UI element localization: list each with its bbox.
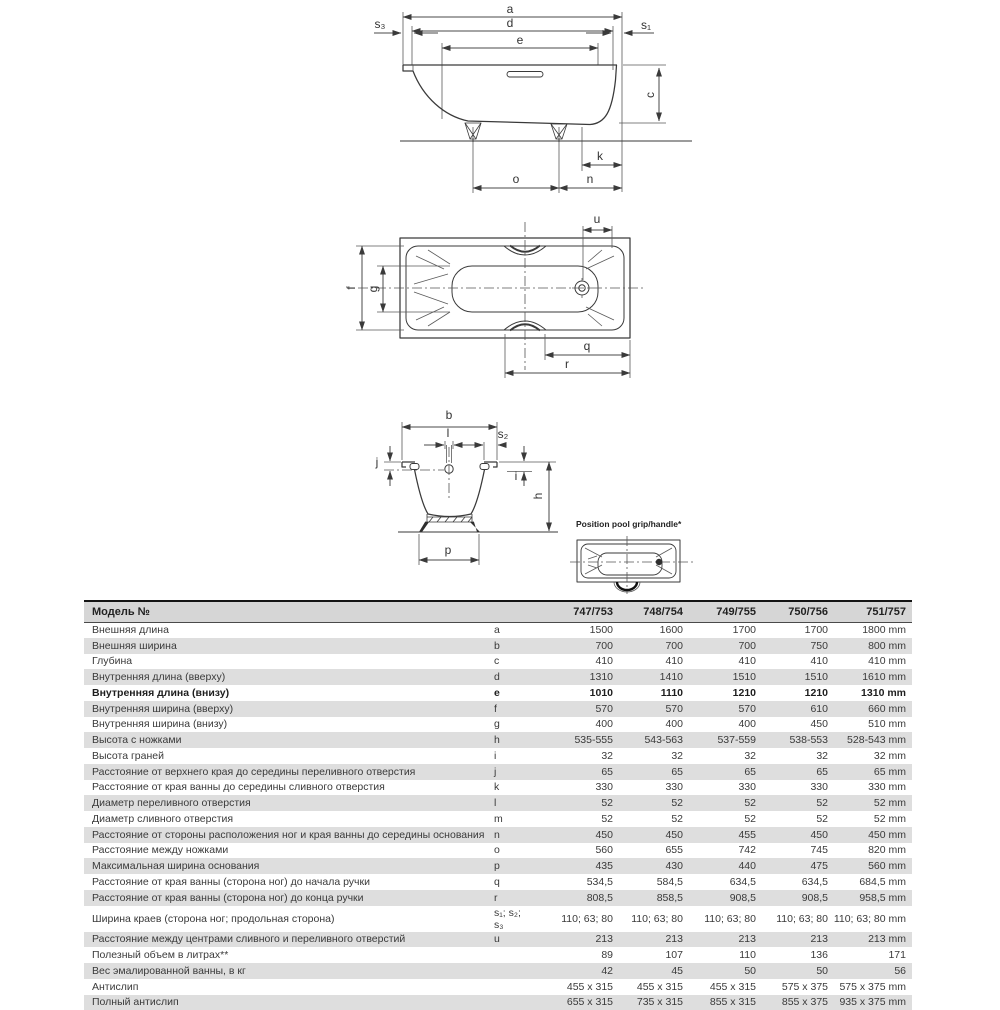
dim-label-s2: s₂ — [498, 427, 509, 441]
spec-row-label: Расстояние от края ванны до середины сливного отверстия — [84, 780, 474, 796]
spec-value: 50 — [683, 963, 756, 979]
spec-table-row — [84, 654, 912, 670]
spec-value: 634,5 — [756, 874, 828, 890]
spec-value: 110; 63; 80 — [756, 906, 828, 932]
spec-value: 800 mm — [828, 638, 912, 654]
spec-value: 110; 63; 80 — [522, 906, 613, 932]
spec-value: 32 — [683, 748, 756, 764]
spec-table-row — [84, 906, 912, 932]
spec-row-label: Внешняя длина — [84, 622, 474, 638]
handle-position-title: Position pool grip/handle* — [576, 519, 682, 529]
spec-value: 430 — [613, 858, 683, 874]
spec-row-letter: k — [474, 780, 522, 796]
spec-value: 855 x 315 — [683, 995, 756, 1010]
spec-row-letter: n — [474, 827, 522, 843]
spec-row-letter: i — [474, 748, 522, 764]
dim-label-f: f — [344, 286, 358, 290]
spec-row-letter: g — [474, 717, 522, 733]
spec-row-letter — [474, 979, 522, 995]
spec-value: 52 — [522, 811, 613, 827]
spec-table-row — [84, 963, 912, 979]
spec-value: 330 — [756, 780, 828, 796]
spec-value: 1210 — [756, 685, 828, 701]
spec-table-row — [84, 732, 912, 748]
spec-value: 534,5 — [522, 874, 613, 890]
spec-value: 528-543 mm — [828, 732, 912, 748]
spec-row-letter — [474, 995, 522, 1010]
dim-label-o: o — [513, 172, 520, 186]
dim-label-c: c — [643, 92, 657, 98]
spec-row-letter: s₁; s₂; s₃ — [474, 906, 522, 932]
dim-label-s3: s₃ — [375, 17, 386, 31]
bathtub-section-profile — [398, 445, 558, 532]
spec-value: 538-553 — [756, 732, 828, 748]
spec-row-label: Расстояние между центрами сливного и переливного отверстий — [84, 932, 474, 948]
spec-value: 213 — [683, 932, 756, 948]
spec-value: 107 — [613, 947, 683, 963]
model-column-header: 747/753 — [522, 601, 613, 622]
dim-label-n: n — [587, 172, 594, 186]
spec-row-label: Внутренняя ширина (вверху) — [84, 701, 474, 717]
spec-value: 700 — [613, 638, 683, 654]
spec-table-row — [84, 827, 912, 843]
spec-row-letter: b — [474, 638, 522, 654]
spec-value: 32 — [756, 748, 828, 764]
spec-row-letter: f — [474, 701, 522, 717]
dim-label-u: u — [594, 212, 601, 226]
model-column-header: 751/757 — [828, 601, 912, 622]
overflow-hole — [445, 445, 453, 500]
spec-row-label: Антислип — [84, 979, 474, 995]
dim-label-j: j — [375, 455, 379, 469]
spec-value: 52 — [613, 811, 683, 827]
spec-table-row — [84, 874, 912, 890]
spec-value: 52 — [756, 811, 828, 827]
spec-value: 510 mm — [828, 717, 912, 733]
spec-value: 1500 — [522, 622, 613, 638]
spec-row-label: Расстояние между ножками — [84, 843, 474, 859]
spec-value: 65 — [522, 764, 613, 780]
dim-label-r: r — [565, 357, 569, 371]
spec-row-letter: l — [474, 795, 522, 811]
spec-value: 330 — [522, 780, 613, 796]
spec-value: 450 — [522, 827, 613, 843]
spec-value: 610 — [756, 701, 828, 717]
spec-value: 700 — [683, 638, 756, 654]
spec-value: 450 — [756, 827, 828, 843]
spec-value: 440 — [683, 858, 756, 874]
spec-value: 475 — [756, 858, 828, 874]
spec-value: 410 mm — [828, 654, 912, 670]
spec-value: 655 — [613, 843, 683, 859]
spec-row-letter: p — [474, 858, 522, 874]
spec-value: 684,5 mm — [828, 874, 912, 890]
spec-row-letter: j — [474, 764, 522, 780]
spec-value: 935 x 375 mm — [828, 995, 912, 1010]
handle-position-diagram — [560, 508, 710, 600]
spec-value: 745 — [756, 843, 828, 859]
spec-table-row — [84, 780, 912, 796]
spec-value: 213 — [613, 932, 683, 948]
spec-row-label: Вес эмалированной ванны, в кг — [84, 963, 474, 979]
spec-row-label: Внутренняя ширина (внизу) — [84, 717, 474, 733]
model-column-header: 748/754 — [613, 601, 683, 622]
spec-value: 52 — [683, 795, 756, 811]
spec-value: 410 — [522, 654, 613, 670]
spec-value: 45 — [613, 963, 683, 979]
model-number-header: Модель № — [84, 601, 522, 622]
dim-label-e: e — [517, 33, 524, 47]
spec-value: 32 mm — [828, 748, 912, 764]
spec-value: 450 — [613, 827, 683, 843]
spec-value: 110; 63; 80 — [613, 906, 683, 932]
spec-value: 1700 — [756, 622, 828, 638]
spec-value: 634,5 — [683, 874, 756, 890]
dim-label-a: a — [507, 2, 514, 16]
dim-label-g: g — [366, 286, 380, 293]
spec-row-label: Расстояние от края ванны (сторона ног) до начала ручки — [84, 874, 474, 890]
spec-value: 1800 mm — [828, 622, 912, 638]
spec-value: 32 — [613, 748, 683, 764]
spec-table — [84, 600, 912, 1010]
dim-label-l: l — [447, 426, 450, 440]
spec-value: 400 — [522, 717, 613, 733]
model-column-header: 750/756 — [756, 601, 828, 622]
spec-row-letter: h — [474, 732, 522, 748]
spec-value: 570 — [683, 701, 756, 717]
dim-label-d: d — [507, 16, 514, 30]
spec-value: 858,5 — [613, 890, 683, 906]
spec-value: 110; 63; 80 — [683, 906, 756, 932]
spec-value: 820 mm — [828, 843, 912, 859]
spec-value: 1600 — [613, 622, 683, 638]
spec-value: 455 x 315 — [522, 979, 613, 995]
spec-value: 435 — [522, 858, 613, 874]
spec-value: 570 — [613, 701, 683, 717]
spec-row-letter: e — [474, 685, 522, 701]
spec-row-label: Внутренняя длина (вверху) — [84, 669, 474, 685]
spec-table-row — [84, 979, 912, 995]
spec-value: 136 — [756, 947, 828, 963]
spec-value: 89 — [522, 947, 613, 963]
spec-row-letter — [474, 947, 522, 963]
bathtub-top-outline — [358, 222, 646, 370]
spec-value: 958,5 mm — [828, 890, 912, 906]
spec-value: 1210 — [683, 685, 756, 701]
spec-table-row — [84, 717, 912, 733]
spec-value: 32 — [522, 748, 613, 764]
spec-value: 400 — [613, 717, 683, 733]
spec-value: 52 mm — [828, 795, 912, 811]
spec-table-row — [84, 795, 912, 811]
spec-value: 52 — [613, 795, 683, 811]
spec-value: 52 — [522, 795, 613, 811]
spec-value: 65 — [683, 764, 756, 780]
spec-value: 537-559 — [683, 732, 756, 748]
spec-value: 1310 mm — [828, 685, 912, 701]
spec-row-label: Расстояние от стороны расположения ног и края ванны до середины основания — [84, 827, 474, 843]
spec-row-label: Расстояние от верхнего края до середины переливного отверстия — [84, 764, 474, 780]
spec-value: 213 mm — [828, 932, 912, 948]
spec-row-label: Диаметр сливного отверстия — [84, 811, 474, 827]
spec-value: 410 — [613, 654, 683, 670]
spec-value: 655 x 315 — [522, 995, 613, 1010]
spec-row-letter: c — [474, 654, 522, 670]
spec-value: 65 — [613, 764, 683, 780]
spec-value: 330 mm — [828, 780, 912, 796]
spec-value: 410 — [756, 654, 828, 670]
spec-value: 1510 — [756, 669, 828, 685]
spec-row-letter: q — [474, 874, 522, 890]
spec-table-row — [84, 858, 912, 874]
spec-value: 560 mm — [828, 858, 912, 874]
spec-table-row — [84, 701, 912, 717]
spec-table-row — [84, 764, 912, 780]
spec-value: 1010 — [522, 685, 613, 701]
spec-value: 1700 — [683, 622, 756, 638]
spec-value: 110; 63; 80 mm — [828, 906, 912, 932]
dim-label-k: k — [597, 149, 604, 163]
spec-value: 410 — [683, 654, 756, 670]
spec-table-row — [84, 811, 912, 827]
dim-label-p: p — [445, 543, 452, 557]
spec-value: 65 mm — [828, 764, 912, 780]
spec-row-label: Полный антислип — [84, 995, 474, 1010]
spec-value: 52 — [756, 795, 828, 811]
spec-row-label: Максимальная ширина основания — [84, 858, 474, 874]
spec-value: 700 — [522, 638, 613, 654]
spec-value: 450 — [756, 717, 828, 733]
spec-value: 56 — [828, 963, 912, 979]
spec-value: 570 — [522, 701, 613, 717]
dim-label-q: q — [584, 339, 591, 353]
spec-row-label: Высота граней — [84, 748, 474, 764]
spec-value: 400 — [683, 717, 756, 733]
spec-row-label: Высота с ножками — [84, 732, 474, 748]
spec-value: 42 — [522, 963, 613, 979]
spec-value: 450 mm — [828, 827, 912, 843]
spec-value: 584,5 — [613, 874, 683, 890]
spec-row-label: Расстояние от края ванны (сторона ног) до конца ручки — [84, 890, 474, 906]
dim-label-b: b — [446, 408, 453, 422]
spec-table-row — [84, 843, 912, 859]
support-rail — [419, 514, 480, 532]
spec-value: 660 mm — [828, 701, 912, 717]
spec-row-label: Диаметр переливного отверстия — [84, 795, 474, 811]
spec-value: 1610 mm — [828, 669, 912, 685]
section-dimension-lines — [390, 427, 549, 560]
spec-row-letter: d — [474, 669, 522, 685]
dim-label-i: i — [515, 469, 518, 483]
spec-row-letter: a — [474, 622, 522, 638]
spec-value: 1310 — [522, 669, 613, 685]
spec-value: 330 — [613, 780, 683, 796]
spec-table-row — [84, 932, 912, 948]
spec-table-row — [84, 995, 912, 1010]
spec-value: 110 — [683, 947, 756, 963]
spec-table-row — [84, 947, 912, 963]
spec-value: 1410 — [613, 669, 683, 685]
spec-table-row — [84, 685, 912, 701]
spec-row-label: Ширина краев (сторона ног; продольная сторона) — [84, 906, 474, 932]
spec-value: 455 x 315 — [683, 979, 756, 995]
spec-value: 171 — [828, 947, 912, 963]
bathtub-top-view-diagram — [340, 202, 670, 390]
spec-value: 213 — [756, 932, 828, 948]
spec-row-letter: o — [474, 843, 522, 859]
spec-row-letter: r — [474, 890, 522, 906]
spec-value: 455 — [683, 827, 756, 843]
spec-row-letter: u — [474, 932, 522, 948]
dim-label-h: h — [531, 493, 545, 500]
spec-table-row — [84, 638, 912, 654]
spec-value: 855 x 375 — [756, 995, 828, 1010]
spec-value: 575 x 375 — [756, 979, 828, 995]
model-column-header: 749/755 — [683, 601, 756, 622]
bathtub-side-profile — [400, 65, 692, 142]
spec-table-row — [84, 748, 912, 764]
spec-row-label: Внешняя ширина — [84, 638, 474, 654]
spec-value: 560 — [522, 843, 613, 859]
spec-value: 908,5 — [756, 890, 828, 906]
spec-table-header-row — [84, 601, 912, 622]
spec-value: 1110 — [613, 685, 683, 701]
spec-value: 65 — [756, 764, 828, 780]
bathtub-side-view-diagram — [370, 0, 700, 200]
spec-row-letter — [474, 963, 522, 979]
spec-value: 50 — [756, 963, 828, 979]
mini-drain-dot — [656, 559, 662, 565]
spec-value: 742 — [683, 843, 756, 859]
spec-value: 535-555 — [522, 732, 613, 748]
grip-slot — [507, 72, 543, 78]
spec-value: 808,5 — [522, 890, 613, 906]
spec-table-row — [84, 669, 912, 685]
spec-value: 213 — [522, 932, 613, 948]
spec-row-label: Полезный объем в литрах** — [84, 947, 474, 963]
spec-value: 52 mm — [828, 811, 912, 827]
spec-value: 735 x 315 — [613, 995, 683, 1010]
dim-label-s1: s₁ — [641, 18, 651, 32]
spec-row-label: Глубина — [84, 654, 474, 670]
spec-row-label: Внутренняя длина (внизу) — [84, 685, 474, 701]
side-extension-lines — [403, 12, 666, 193]
spec-table-row — [84, 622, 912, 638]
spec-row-letter: m — [474, 811, 522, 827]
spec-value: 52 — [683, 811, 756, 827]
spec-value: 1510 — [683, 669, 756, 685]
spec-value: 750 — [756, 638, 828, 654]
spec-table-row — [84, 890, 912, 906]
mini-bathtub-outline — [570, 536, 693, 594]
spec-value: 908,5 — [683, 890, 756, 906]
spec-value: 455 x 315 — [613, 979, 683, 995]
spec-value: 330 — [683, 780, 756, 796]
spec-value: 575 x 375 mm — [828, 979, 912, 995]
spec-value: 543-563 — [613, 732, 683, 748]
